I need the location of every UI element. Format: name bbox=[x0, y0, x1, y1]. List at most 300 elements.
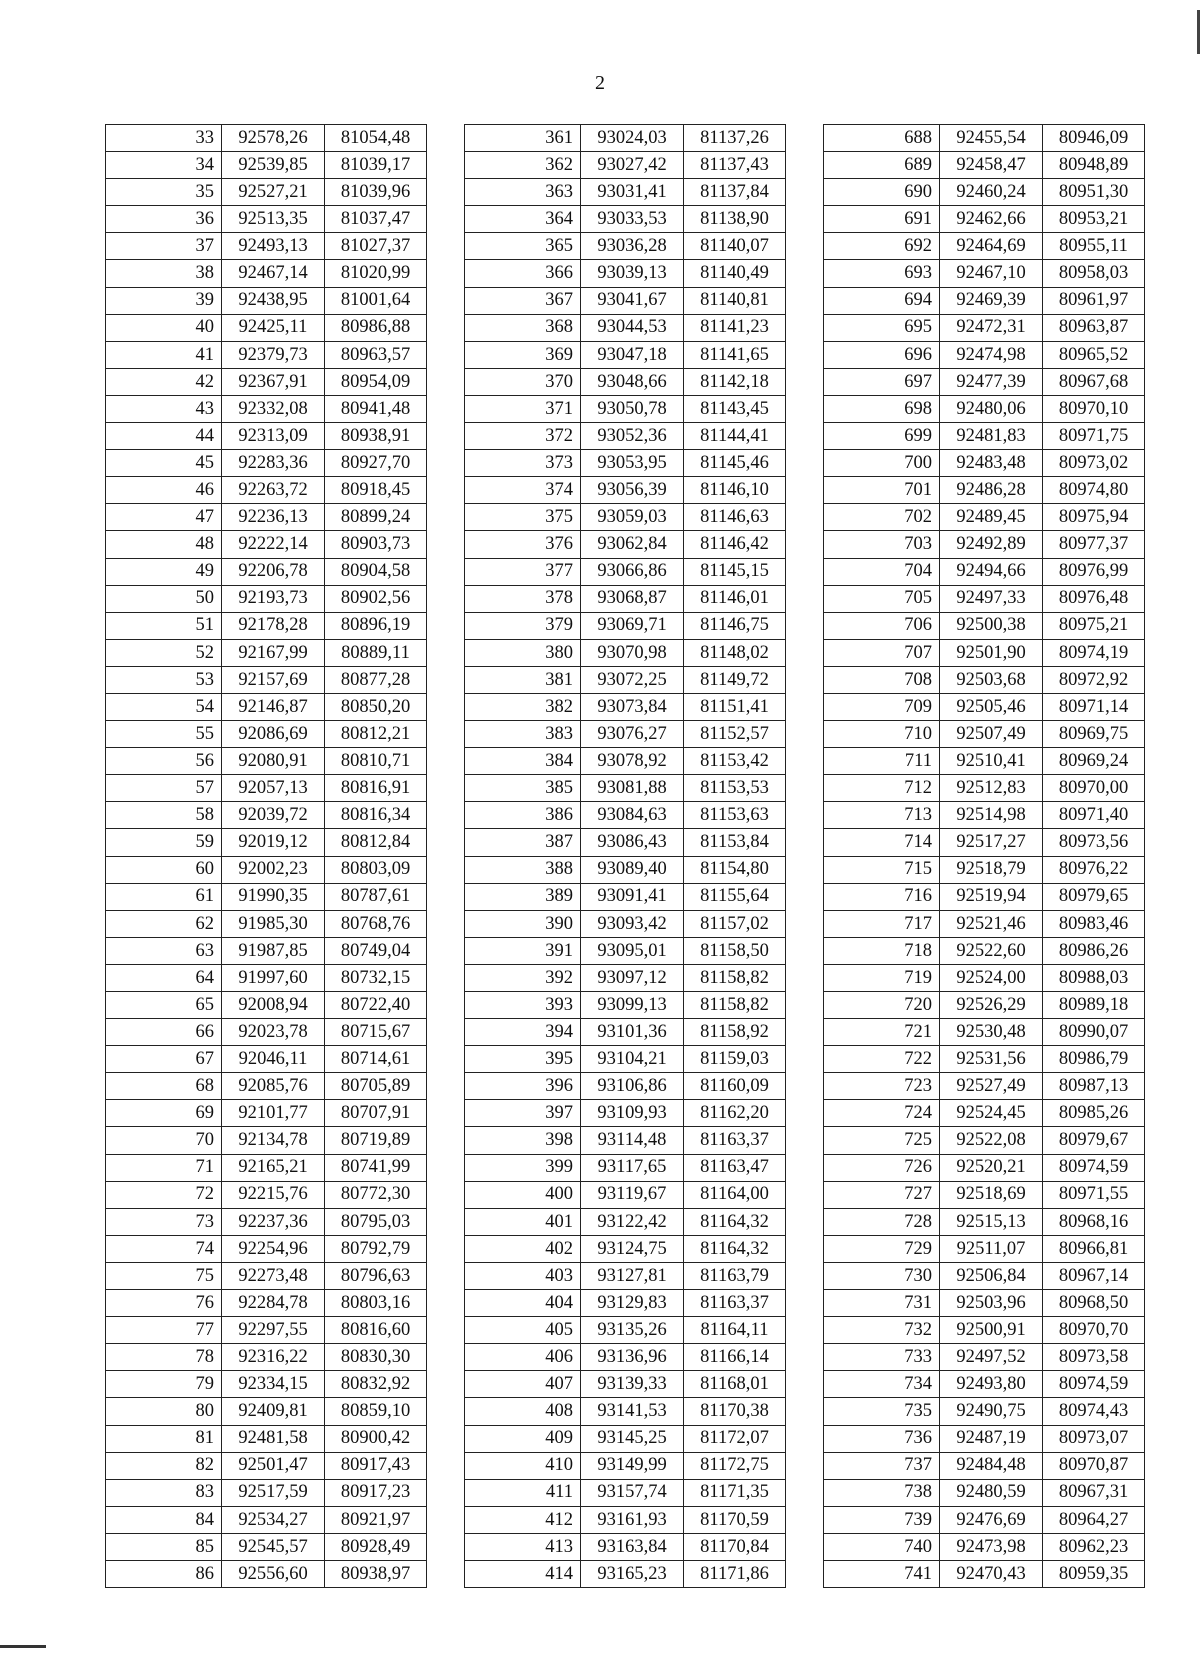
x-coordinate-cell: 92500,91 bbox=[940, 1317, 1043, 1344]
x-coordinate-cell: 92101,77 bbox=[222, 1100, 325, 1127]
point-number-cell: 403 bbox=[465, 1262, 581, 1289]
x-coordinate-cell: 92222,14 bbox=[222, 531, 325, 558]
table-row bbox=[824, 1262, 1145, 1289]
point-number-cell: 717 bbox=[824, 910, 940, 937]
y-coordinate-cell: 81145,46 bbox=[684, 450, 786, 477]
table-row bbox=[106, 423, 427, 450]
y-coordinate-cell: 81146,42 bbox=[684, 531, 786, 558]
point-number-cell: 70 bbox=[106, 1127, 222, 1154]
y-coordinate-cell: 80973,02 bbox=[1043, 450, 1145, 477]
table-row bbox=[824, 1073, 1145, 1100]
point-number-cell: 402 bbox=[465, 1235, 581, 1262]
x-coordinate-cell: 93076,27 bbox=[581, 721, 684, 748]
point-number-cell: 68 bbox=[106, 1073, 222, 1100]
x-coordinate-cell: 92008,94 bbox=[222, 992, 325, 1019]
y-coordinate-cell: 80970,10 bbox=[1043, 395, 1145, 422]
y-coordinate-cell: 81162,20 bbox=[684, 1100, 786, 1127]
y-coordinate-cell: 80903,73 bbox=[325, 531, 427, 558]
table-row bbox=[824, 368, 1145, 395]
point-number-cell: 396 bbox=[465, 1073, 581, 1100]
x-coordinate-cell: 93129,83 bbox=[581, 1290, 684, 1317]
table-row bbox=[106, 450, 427, 477]
table-row bbox=[824, 883, 1145, 910]
table-row bbox=[106, 1398, 427, 1425]
x-coordinate-cell: 93048,66 bbox=[581, 368, 684, 395]
y-coordinate-cell: 81164,32 bbox=[684, 1208, 786, 1235]
x-coordinate-cell: 92497,52 bbox=[940, 1344, 1043, 1371]
point-number-cell: 401 bbox=[465, 1208, 581, 1235]
x-coordinate-cell: 92332,08 bbox=[222, 395, 325, 422]
table-row bbox=[465, 1208, 786, 1235]
x-coordinate-cell: 93070,98 bbox=[581, 639, 684, 666]
table-row bbox=[824, 558, 1145, 585]
x-coordinate-cell: 93066,86 bbox=[581, 558, 684, 585]
y-coordinate-cell: 81146,10 bbox=[684, 477, 786, 504]
point-number-cell: 404 bbox=[465, 1290, 581, 1317]
point-number-cell: 690 bbox=[824, 179, 940, 206]
x-coordinate-cell: 92464,69 bbox=[940, 233, 1043, 260]
x-coordinate-cell: 93047,18 bbox=[581, 341, 684, 368]
table-row bbox=[824, 1452, 1145, 1479]
y-coordinate-cell: 80987,13 bbox=[1043, 1073, 1145, 1100]
y-coordinate-cell: 80792,79 bbox=[325, 1235, 427, 1262]
point-number-cell: 57 bbox=[106, 775, 222, 802]
point-number-cell: 398 bbox=[465, 1127, 581, 1154]
x-coordinate-cell: 92501,90 bbox=[940, 639, 1043, 666]
y-coordinate-cell: 81170,84 bbox=[684, 1533, 786, 1560]
table-row bbox=[824, 1290, 1145, 1317]
point-number-cell: 689 bbox=[824, 152, 940, 179]
table-row bbox=[465, 1100, 786, 1127]
table-row bbox=[106, 1371, 427, 1398]
x-coordinate-cell: 93027,42 bbox=[581, 152, 684, 179]
point-number-cell: 79 bbox=[106, 1371, 222, 1398]
x-coordinate-cell: 92480,59 bbox=[940, 1479, 1043, 1506]
y-coordinate-cell: 81172,07 bbox=[684, 1425, 786, 1452]
table-row bbox=[824, 1479, 1145, 1506]
table-row bbox=[824, 666, 1145, 693]
y-coordinate-cell: 81138,90 bbox=[684, 206, 786, 233]
x-coordinate-cell: 92334,15 bbox=[222, 1371, 325, 1398]
x-coordinate-cell: 92283,36 bbox=[222, 450, 325, 477]
x-coordinate-cell: 92467,14 bbox=[222, 260, 325, 287]
y-coordinate-cell: 80816,60 bbox=[325, 1317, 427, 1344]
y-coordinate-cell: 80974,19 bbox=[1043, 639, 1145, 666]
table-row bbox=[106, 504, 427, 531]
table-row bbox=[106, 233, 427, 260]
point-number-cell: 69 bbox=[106, 1100, 222, 1127]
x-coordinate-cell: 92503,96 bbox=[940, 1290, 1043, 1317]
x-coordinate-cell: 92515,13 bbox=[940, 1208, 1043, 1235]
x-coordinate-cell: 92513,35 bbox=[222, 206, 325, 233]
point-number-cell: 361 bbox=[465, 125, 581, 152]
y-coordinate-cell: 80889,11 bbox=[325, 639, 427, 666]
point-number-cell: 63 bbox=[106, 937, 222, 964]
table-row bbox=[465, 450, 786, 477]
table-row bbox=[465, 1425, 786, 1452]
y-coordinate-cell: 80970,00 bbox=[1043, 775, 1145, 802]
point-number-cell: 37 bbox=[106, 233, 222, 260]
x-coordinate-cell: 92524,00 bbox=[940, 964, 1043, 991]
table-row bbox=[106, 829, 427, 856]
x-coordinate-cell: 92472,31 bbox=[940, 314, 1043, 341]
table-row bbox=[824, 1533, 1145, 1560]
table-row bbox=[106, 1425, 427, 1452]
y-coordinate-cell: 80902,56 bbox=[325, 585, 427, 612]
y-coordinate-cell: 81151,41 bbox=[684, 693, 786, 720]
y-coordinate-cell: 80958,03 bbox=[1043, 260, 1145, 287]
table-row bbox=[106, 1262, 427, 1289]
table-row bbox=[824, 829, 1145, 856]
table-row bbox=[824, 1398, 1145, 1425]
table-row bbox=[106, 612, 427, 639]
table-row bbox=[824, 802, 1145, 829]
x-coordinate-cell: 92494,66 bbox=[940, 558, 1043, 585]
y-coordinate-cell: 81163,37 bbox=[684, 1127, 786, 1154]
y-coordinate-cell: 80904,58 bbox=[325, 558, 427, 585]
point-number-cell: 409 bbox=[465, 1425, 581, 1452]
point-number-cell: 718 bbox=[824, 937, 940, 964]
y-coordinate-cell: 80976,22 bbox=[1043, 856, 1145, 883]
point-number-cell: 72 bbox=[106, 1181, 222, 1208]
y-coordinate-cell: 80971,40 bbox=[1043, 802, 1145, 829]
point-number-cell: 54 bbox=[106, 693, 222, 720]
x-coordinate-cell: 93091,41 bbox=[581, 883, 684, 910]
table-row bbox=[824, 395, 1145, 422]
x-coordinate-cell: 93069,71 bbox=[581, 612, 684, 639]
point-number-cell: 406 bbox=[465, 1344, 581, 1371]
table-row bbox=[465, 1371, 786, 1398]
table-row bbox=[106, 721, 427, 748]
x-coordinate-cell: 93024,03 bbox=[581, 125, 684, 152]
x-coordinate-cell: 92534,27 bbox=[222, 1506, 325, 1533]
y-coordinate-cell: 80921,97 bbox=[325, 1506, 427, 1533]
y-coordinate-cell: 80976,48 bbox=[1043, 585, 1145, 612]
table-row bbox=[824, 721, 1145, 748]
table-row bbox=[106, 639, 427, 666]
point-number-cell: 412 bbox=[465, 1506, 581, 1533]
x-coordinate-cell: 93139,33 bbox=[581, 1371, 684, 1398]
x-coordinate-cell: 93059,03 bbox=[581, 504, 684, 531]
x-coordinate-cell: 92510,41 bbox=[940, 748, 1043, 775]
x-coordinate-cell: 92460,24 bbox=[940, 179, 1043, 206]
x-coordinate-cell: 93086,43 bbox=[581, 829, 684, 856]
y-coordinate-cell: 80963,87 bbox=[1043, 314, 1145, 341]
y-coordinate-cell: 80962,23 bbox=[1043, 1533, 1145, 1560]
y-coordinate-cell: 81141,65 bbox=[684, 341, 786, 368]
table-row bbox=[465, 1533, 786, 1560]
y-coordinate-cell: 80899,24 bbox=[325, 504, 427, 531]
point-number-cell: 61 bbox=[106, 883, 222, 910]
x-coordinate-cell: 92313,09 bbox=[222, 423, 325, 450]
x-coordinate-cell: 93114,48 bbox=[581, 1127, 684, 1154]
point-number-cell: 700 bbox=[824, 450, 940, 477]
table-row bbox=[824, 206, 1145, 233]
y-coordinate-cell: 81141,23 bbox=[684, 314, 786, 341]
point-number-cell: 712 bbox=[824, 775, 940, 802]
point-number-cell: 704 bbox=[824, 558, 940, 585]
point-number-cell: 701 bbox=[824, 477, 940, 504]
x-coordinate-cell: 92462,66 bbox=[940, 206, 1043, 233]
table-row bbox=[824, 179, 1145, 206]
table-row bbox=[465, 395, 786, 422]
table-row bbox=[465, 1290, 786, 1317]
point-number-cell: 391 bbox=[465, 937, 581, 964]
point-number-cell: 705 bbox=[824, 585, 940, 612]
table-row bbox=[106, 1208, 427, 1235]
point-number-cell: 366 bbox=[465, 260, 581, 287]
table-row bbox=[824, 1100, 1145, 1127]
point-number-cell: 52 bbox=[106, 639, 222, 666]
table-row bbox=[106, 910, 427, 937]
table-row bbox=[106, 287, 427, 314]
table-row bbox=[106, 775, 427, 802]
point-number-cell: 693 bbox=[824, 260, 940, 287]
x-coordinate-cell: 92367,91 bbox=[222, 368, 325, 395]
x-coordinate-cell: 92167,99 bbox=[222, 639, 325, 666]
y-coordinate-cell: 81145,15 bbox=[684, 558, 786, 585]
table-row bbox=[106, 1181, 427, 1208]
y-coordinate-cell: 80877,28 bbox=[325, 666, 427, 693]
point-number-cell: 66 bbox=[106, 1019, 222, 1046]
x-coordinate-cell: 93078,92 bbox=[581, 748, 684, 775]
point-number-cell: 715 bbox=[824, 856, 940, 883]
y-coordinate-cell: 80896,19 bbox=[325, 612, 427, 639]
table-row bbox=[824, 1344, 1145, 1371]
table-row bbox=[106, 314, 427, 341]
x-coordinate-cell: 92521,46 bbox=[940, 910, 1043, 937]
table-row bbox=[824, 1317, 1145, 1344]
point-number-cell: 388 bbox=[465, 856, 581, 883]
table-row bbox=[824, 233, 1145, 260]
point-number-cell: 726 bbox=[824, 1154, 940, 1181]
x-coordinate-cell: 91987,85 bbox=[222, 937, 325, 964]
x-coordinate-cell: 93072,25 bbox=[581, 666, 684, 693]
table-row bbox=[824, 775, 1145, 802]
table-row bbox=[465, 260, 786, 287]
point-number-cell: 385 bbox=[465, 775, 581, 802]
table-row bbox=[106, 1019, 427, 1046]
point-number-cell: 48 bbox=[106, 531, 222, 558]
point-number-cell: 379 bbox=[465, 612, 581, 639]
point-number-cell: 34 bbox=[106, 152, 222, 179]
table-row bbox=[824, 1425, 1145, 1452]
table-row bbox=[106, 1533, 427, 1560]
point-number-cell: 73 bbox=[106, 1208, 222, 1235]
point-number-cell: 39 bbox=[106, 287, 222, 314]
y-coordinate-cell: 80971,55 bbox=[1043, 1181, 1145, 1208]
table-row bbox=[106, 992, 427, 1019]
table-row bbox=[824, 504, 1145, 531]
point-number-cell: 387 bbox=[465, 829, 581, 856]
point-number-cell: 735 bbox=[824, 1398, 940, 1425]
table-row bbox=[106, 1344, 427, 1371]
x-coordinate-cell: 92134,78 bbox=[222, 1127, 325, 1154]
point-number-cell: 688 bbox=[824, 125, 940, 152]
y-coordinate-cell: 80971,75 bbox=[1043, 423, 1145, 450]
table-row bbox=[824, 450, 1145, 477]
y-coordinate-cell: 80803,09 bbox=[325, 856, 427, 883]
point-number-cell: 740 bbox=[824, 1533, 940, 1560]
y-coordinate-cell: 80974,59 bbox=[1043, 1154, 1145, 1181]
y-coordinate-cell: 80796,63 bbox=[325, 1262, 427, 1289]
table-row bbox=[465, 423, 786, 450]
y-coordinate-cell: 80979,65 bbox=[1043, 883, 1145, 910]
x-coordinate-cell: 92545,57 bbox=[222, 1533, 325, 1560]
point-number-cell: 410 bbox=[465, 1452, 581, 1479]
y-coordinate-cell: 80859,10 bbox=[325, 1398, 427, 1425]
table-row bbox=[465, 1073, 786, 1100]
y-coordinate-cell: 80948,89 bbox=[1043, 152, 1145, 179]
point-number-cell: 45 bbox=[106, 450, 222, 477]
table-row bbox=[465, 125, 786, 152]
y-coordinate-cell: 81163,79 bbox=[684, 1262, 786, 1289]
table-row bbox=[465, 1019, 786, 1046]
point-number-cell: 389 bbox=[465, 883, 581, 910]
x-coordinate-cell: 92522,08 bbox=[940, 1127, 1043, 1154]
table-row bbox=[465, 883, 786, 910]
x-coordinate-cell: 93106,86 bbox=[581, 1073, 684, 1100]
x-coordinate-cell: 92474,98 bbox=[940, 341, 1043, 368]
point-number-cell: 384 bbox=[465, 748, 581, 775]
point-number-cell: 67 bbox=[106, 1046, 222, 1073]
y-coordinate-cell: 81158,92 bbox=[684, 1019, 786, 1046]
table-row bbox=[824, 693, 1145, 720]
x-coordinate-cell: 93097,12 bbox=[581, 964, 684, 991]
point-number-cell: 59 bbox=[106, 829, 222, 856]
y-coordinate-cell: 80968,16 bbox=[1043, 1208, 1145, 1235]
table-row bbox=[106, 260, 427, 287]
point-number-cell: 696 bbox=[824, 341, 940, 368]
x-coordinate-cell: 93036,28 bbox=[581, 233, 684, 260]
x-coordinate-cell: 92517,27 bbox=[940, 829, 1043, 856]
y-coordinate-cell: 80979,67 bbox=[1043, 1127, 1145, 1154]
table-row bbox=[106, 1154, 427, 1181]
table-row bbox=[465, 1046, 786, 1073]
x-coordinate-cell: 92236,13 bbox=[222, 504, 325, 531]
x-coordinate-cell: 93165,23 bbox=[581, 1560, 684, 1587]
table-row bbox=[824, 910, 1145, 937]
point-number-cell: 708 bbox=[824, 666, 940, 693]
x-coordinate-cell: 93141,53 bbox=[581, 1398, 684, 1425]
point-number-cell: 369 bbox=[465, 341, 581, 368]
point-number-cell: 380 bbox=[465, 639, 581, 666]
y-coordinate-cell: 81170,59 bbox=[684, 1506, 786, 1533]
x-coordinate-cell: 92530,48 bbox=[940, 1019, 1043, 1046]
x-coordinate-cell: 93089,40 bbox=[581, 856, 684, 883]
table-row bbox=[824, 992, 1145, 1019]
x-coordinate-cell: 92002,23 bbox=[222, 856, 325, 883]
y-coordinate-cell: 80918,45 bbox=[325, 477, 427, 504]
y-coordinate-cell: 80714,61 bbox=[325, 1046, 427, 1073]
x-coordinate-cell: 92469,39 bbox=[940, 287, 1043, 314]
x-coordinate-cell: 93101,36 bbox=[581, 1019, 684, 1046]
table-row bbox=[465, 558, 786, 585]
table-row bbox=[465, 1560, 786, 1587]
point-number-cell: 725 bbox=[824, 1127, 940, 1154]
y-coordinate-cell: 80970,70 bbox=[1043, 1317, 1145, 1344]
table-row bbox=[465, 152, 786, 179]
x-coordinate-cell: 92467,10 bbox=[940, 260, 1043, 287]
y-coordinate-cell: 81153,63 bbox=[684, 802, 786, 829]
point-number-cell: 56 bbox=[106, 748, 222, 775]
y-coordinate-cell: 80963,57 bbox=[325, 341, 427, 368]
x-coordinate-cell: 92455,54 bbox=[940, 125, 1043, 152]
y-coordinate-cell: 80974,43 bbox=[1043, 1398, 1145, 1425]
point-number-cell: 76 bbox=[106, 1290, 222, 1317]
table-row bbox=[106, 856, 427, 883]
x-coordinate-cell: 92215,76 bbox=[222, 1181, 325, 1208]
table-row bbox=[465, 1127, 786, 1154]
y-coordinate-cell: 80975,21 bbox=[1043, 612, 1145, 639]
point-number-cell: 413 bbox=[465, 1533, 581, 1560]
table-row bbox=[465, 1479, 786, 1506]
y-coordinate-cell: 80938,97 bbox=[325, 1560, 427, 1587]
point-number-cell: 83 bbox=[106, 1479, 222, 1506]
point-number-cell: 392 bbox=[465, 964, 581, 991]
x-coordinate-cell: 92057,13 bbox=[222, 775, 325, 802]
x-coordinate-cell: 92518,69 bbox=[940, 1181, 1043, 1208]
y-coordinate-cell: 81155,64 bbox=[684, 883, 786, 910]
table-row bbox=[824, 1208, 1145, 1235]
x-coordinate-cell: 92237,36 bbox=[222, 1208, 325, 1235]
table-row bbox=[465, 964, 786, 991]
table-row bbox=[465, 233, 786, 260]
point-number-cell: 400 bbox=[465, 1181, 581, 1208]
point-number-cell: 408 bbox=[465, 1398, 581, 1425]
point-number-cell: 367 bbox=[465, 287, 581, 314]
table-row bbox=[106, 802, 427, 829]
x-coordinate-cell: 93095,01 bbox=[581, 937, 684, 964]
table-row bbox=[106, 1100, 427, 1127]
point-number-cell: 739 bbox=[824, 1506, 940, 1533]
point-number-cell: 728 bbox=[824, 1208, 940, 1235]
y-coordinate-cell: 81170,38 bbox=[684, 1398, 786, 1425]
point-number-cell: 50 bbox=[106, 585, 222, 612]
point-number-cell: 62 bbox=[106, 910, 222, 937]
x-coordinate-cell: 92527,49 bbox=[940, 1073, 1043, 1100]
y-coordinate-cell: 80850,20 bbox=[325, 693, 427, 720]
point-number-cell: 376 bbox=[465, 531, 581, 558]
point-number-cell: 722 bbox=[824, 1046, 940, 1073]
y-coordinate-cell: 81140,81 bbox=[684, 287, 786, 314]
point-number-cell: 407 bbox=[465, 1371, 581, 1398]
x-coordinate-cell: 92157,69 bbox=[222, 666, 325, 693]
y-coordinate-cell: 80971,14 bbox=[1043, 693, 1145, 720]
x-coordinate-cell: 92193,73 bbox=[222, 585, 325, 612]
table-row bbox=[106, 179, 427, 206]
x-coordinate-cell: 92506,84 bbox=[940, 1262, 1043, 1289]
point-number-cell: 719 bbox=[824, 964, 940, 991]
y-coordinate-cell: 80985,26 bbox=[1043, 1100, 1145, 1127]
point-number-cell: 737 bbox=[824, 1452, 940, 1479]
point-number-cell: 77 bbox=[106, 1317, 222, 1344]
x-coordinate-cell: 92520,21 bbox=[940, 1154, 1043, 1181]
point-number-cell: 736 bbox=[824, 1425, 940, 1452]
table-row bbox=[824, 1235, 1145, 1262]
y-coordinate-cell: 80969,24 bbox=[1043, 748, 1145, 775]
point-number-cell: 729 bbox=[824, 1235, 940, 1262]
point-number-cell: 734 bbox=[824, 1371, 940, 1398]
table-row bbox=[824, 748, 1145, 775]
point-number-cell: 60 bbox=[106, 856, 222, 883]
y-coordinate-cell: 81153,42 bbox=[684, 748, 786, 775]
y-coordinate-cell: 80795,03 bbox=[325, 1208, 427, 1235]
y-coordinate-cell: 80900,42 bbox=[325, 1425, 427, 1452]
y-coordinate-cell: 81140,49 bbox=[684, 260, 786, 287]
point-number-cell: 697 bbox=[824, 368, 940, 395]
x-coordinate-cell: 93157,74 bbox=[581, 1479, 684, 1506]
